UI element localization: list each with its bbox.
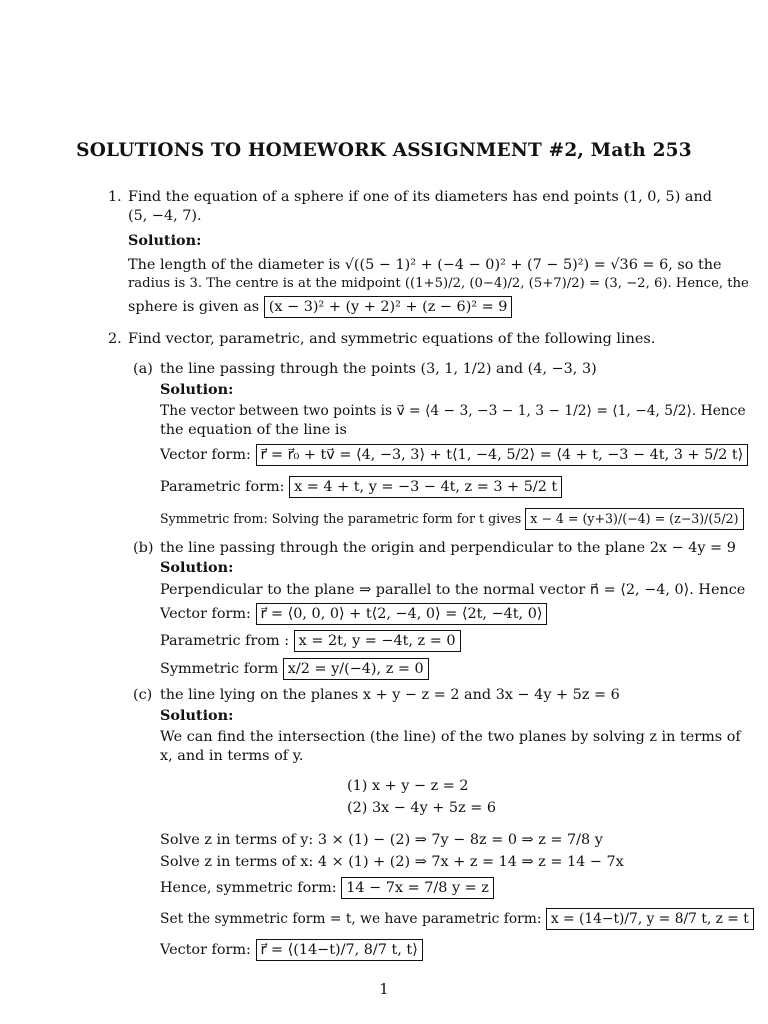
- part-a-symmetric-box: x − 4 = (y+3)/(−4) = (z−3)/(5/2): [525, 508, 743, 530]
- problem-1-question-line-2: (5, −4, 7).: [128, 208, 202, 224]
- part-a-parametric-form: [160, 476, 562, 498]
- problem-2-number: 2.: [108, 331, 122, 347]
- part-b-parametric-form: [160, 630, 461, 652]
- part-c-vector-label: Vector form:: [160, 942, 251, 958]
- part-a-solution-heading: Solution:: [160, 381, 234, 398]
- part-c-question: the line lying on the planes x + y − z = 2 and 3x − 4y + 5z = 6: [160, 687, 620, 703]
- page-title: SOLUTIONS TO HOMEWORK ASSIGNMENT #2, Math 253: [76, 140, 692, 161]
- part-a-vector-form: [160, 444, 748, 466]
- part-c-equation-2: (2) 3x − 4y + 5z = 6: [347, 800, 497, 816]
- part-c-parametric-box: x = (14−t)/7, y = 8/7 t, z = t: [546, 908, 754, 930]
- part-b-vector-box: r⃗ = ⟨0, 0, 0⟩ + t⟨2, −4, 0⟩ = ⟨2t, −4t, 0⟩: [256, 603, 548, 625]
- problem-1-number: 1.: [108, 189, 122, 205]
- part-c-solve-z-in-y: Solve z in terms of y: 3 × (1) − (2) ⇒ 7y − 8z = 0 ⇒ z = 7/8 y: [160, 832, 603, 848]
- problem-1-solution-heading: Solution:: [128, 232, 202, 249]
- part-b-vector-form: [160, 603, 547, 625]
- problem-1-sphere-label: sphere is given as: [128, 299, 260, 315]
- part-c-parametric-form: [160, 908, 754, 930]
- part-a-question: the line passing through the points (3, 1, 1/2) and (4, −3, 3): [160, 361, 597, 377]
- part-a-symmetric-label: Symmetric from: Solving the parametric form for t gives: [160, 511, 522, 526]
- part-c-equation-1: (1) x + y − z = 2: [347, 778, 469, 794]
- part-c-solution-line-1: We can find the intersection (the line) of the two planes by solving z in terms of: [160, 729, 741, 745]
- part-c-solution-heading: Solution:: [160, 707, 234, 724]
- part-c-solution-line-2: x, and in terms of y.: [160, 748, 304, 764]
- part-b-symmetric-form: [160, 658, 429, 680]
- part-c-symmetric-form: [160, 877, 494, 899]
- part-b-parametric-box: x = 2t, y = −4t, z = 0: [294, 630, 461, 652]
- problem-2-question: Find vector, parametric, and symmetric equations of the following lines.: [128, 331, 656, 347]
- part-b-solution-heading: Solution:: [160, 559, 234, 576]
- part-c-symmetric-label: Hence, symmetric form:: [160, 880, 337, 896]
- part-a-label: (a): [133, 361, 153, 377]
- part-a-solution-line-1: The vector between two points is v⃗ = ⟨4 − 3, −3 − 1, 3 − 1/2⟩ = ⟨1, −4, 5/2⟩. Hence: [160, 403, 746, 419]
- part-a-parametric-box: x = 4 + t, y = −3 − 4t, z = 3 + 5/2 t: [289, 476, 562, 498]
- part-a-vector-box: r⃗ = r⃗₀ + tv⃗ = ⟨4, −3, 3⟩ + t⟨1, −4, 5/2⟩ = ⟨4 + t, −3 − 4t, 3 + 5/2 t⟩: [256, 444, 749, 466]
- part-c-parametric-label: Set the symmetric form = t, we have parametric form:: [160, 911, 542, 927]
- part-b-question: the line passing through the origin and perpendicular to the plane 2x − 4y = 9: [160, 540, 736, 556]
- part-b-symmetric-label: Symmetric form: [160, 661, 279, 677]
- part-b-symmetric-box: x/2 = y/(−4), z = 0: [283, 658, 429, 680]
- part-c-label: (c): [133, 687, 153, 703]
- part-b-vector-label: Vector form:: [160, 606, 251, 622]
- part-a-parametric-label: Parametric form:: [160, 479, 285, 495]
- part-a-solution-line-2: the equation of the line is: [160, 422, 347, 438]
- problem-1-solution-line-1: The length of the diameter is √((5 − 1)² + (−4 − 0)² + (7 − 5)²) = √36 = 6, so the: [128, 257, 722, 273]
- part-b-label: (b): [133, 540, 154, 556]
- part-b-parametric-label: Parametric from :: [160, 633, 290, 649]
- problem-1-sphere-equation-box: (x − 3)² + (y + 2)² + (z − 6)² = 9: [264, 296, 513, 318]
- problem-1-solution-line-2: radius is 3. The centre is at the midpoint ((1+5)/2, (0−4)/2, (5+7)/2) = (3, −2, 6). Hence, the: [128, 276, 749, 291]
- part-c-symmetric-box: 14 − 7x = 7/8 y = z: [341, 877, 494, 899]
- part-c-vector-box: r⃗ = ⟨(14−t)/7, 8/7 t, t⟩: [256, 939, 423, 961]
- part-a-symmetric-form: [160, 508, 744, 530]
- part-c-solve-z-in-x: Solve z in terms of x: 4 × (1) + (2) ⇒ 7x + z = 14 ⇒ z = 14 − 7x: [160, 854, 624, 870]
- part-b-solution-line-1: Perpendicular to the plane ⇒ parallel to the normal vector n⃗ = ⟨2, −4, 0⟩. Hence: [160, 582, 746, 598]
- page-number: 1: [379, 980, 389, 998]
- problem-1-solution-line-3: [128, 296, 512, 318]
- part-c-vector-form: [160, 939, 423, 961]
- problem-1-question-line-1: Find the equation of a sphere if one of its diameters has end points (1, 0, 5) and: [128, 189, 712, 205]
- part-a-vector-label: Vector form:: [160, 447, 251, 463]
